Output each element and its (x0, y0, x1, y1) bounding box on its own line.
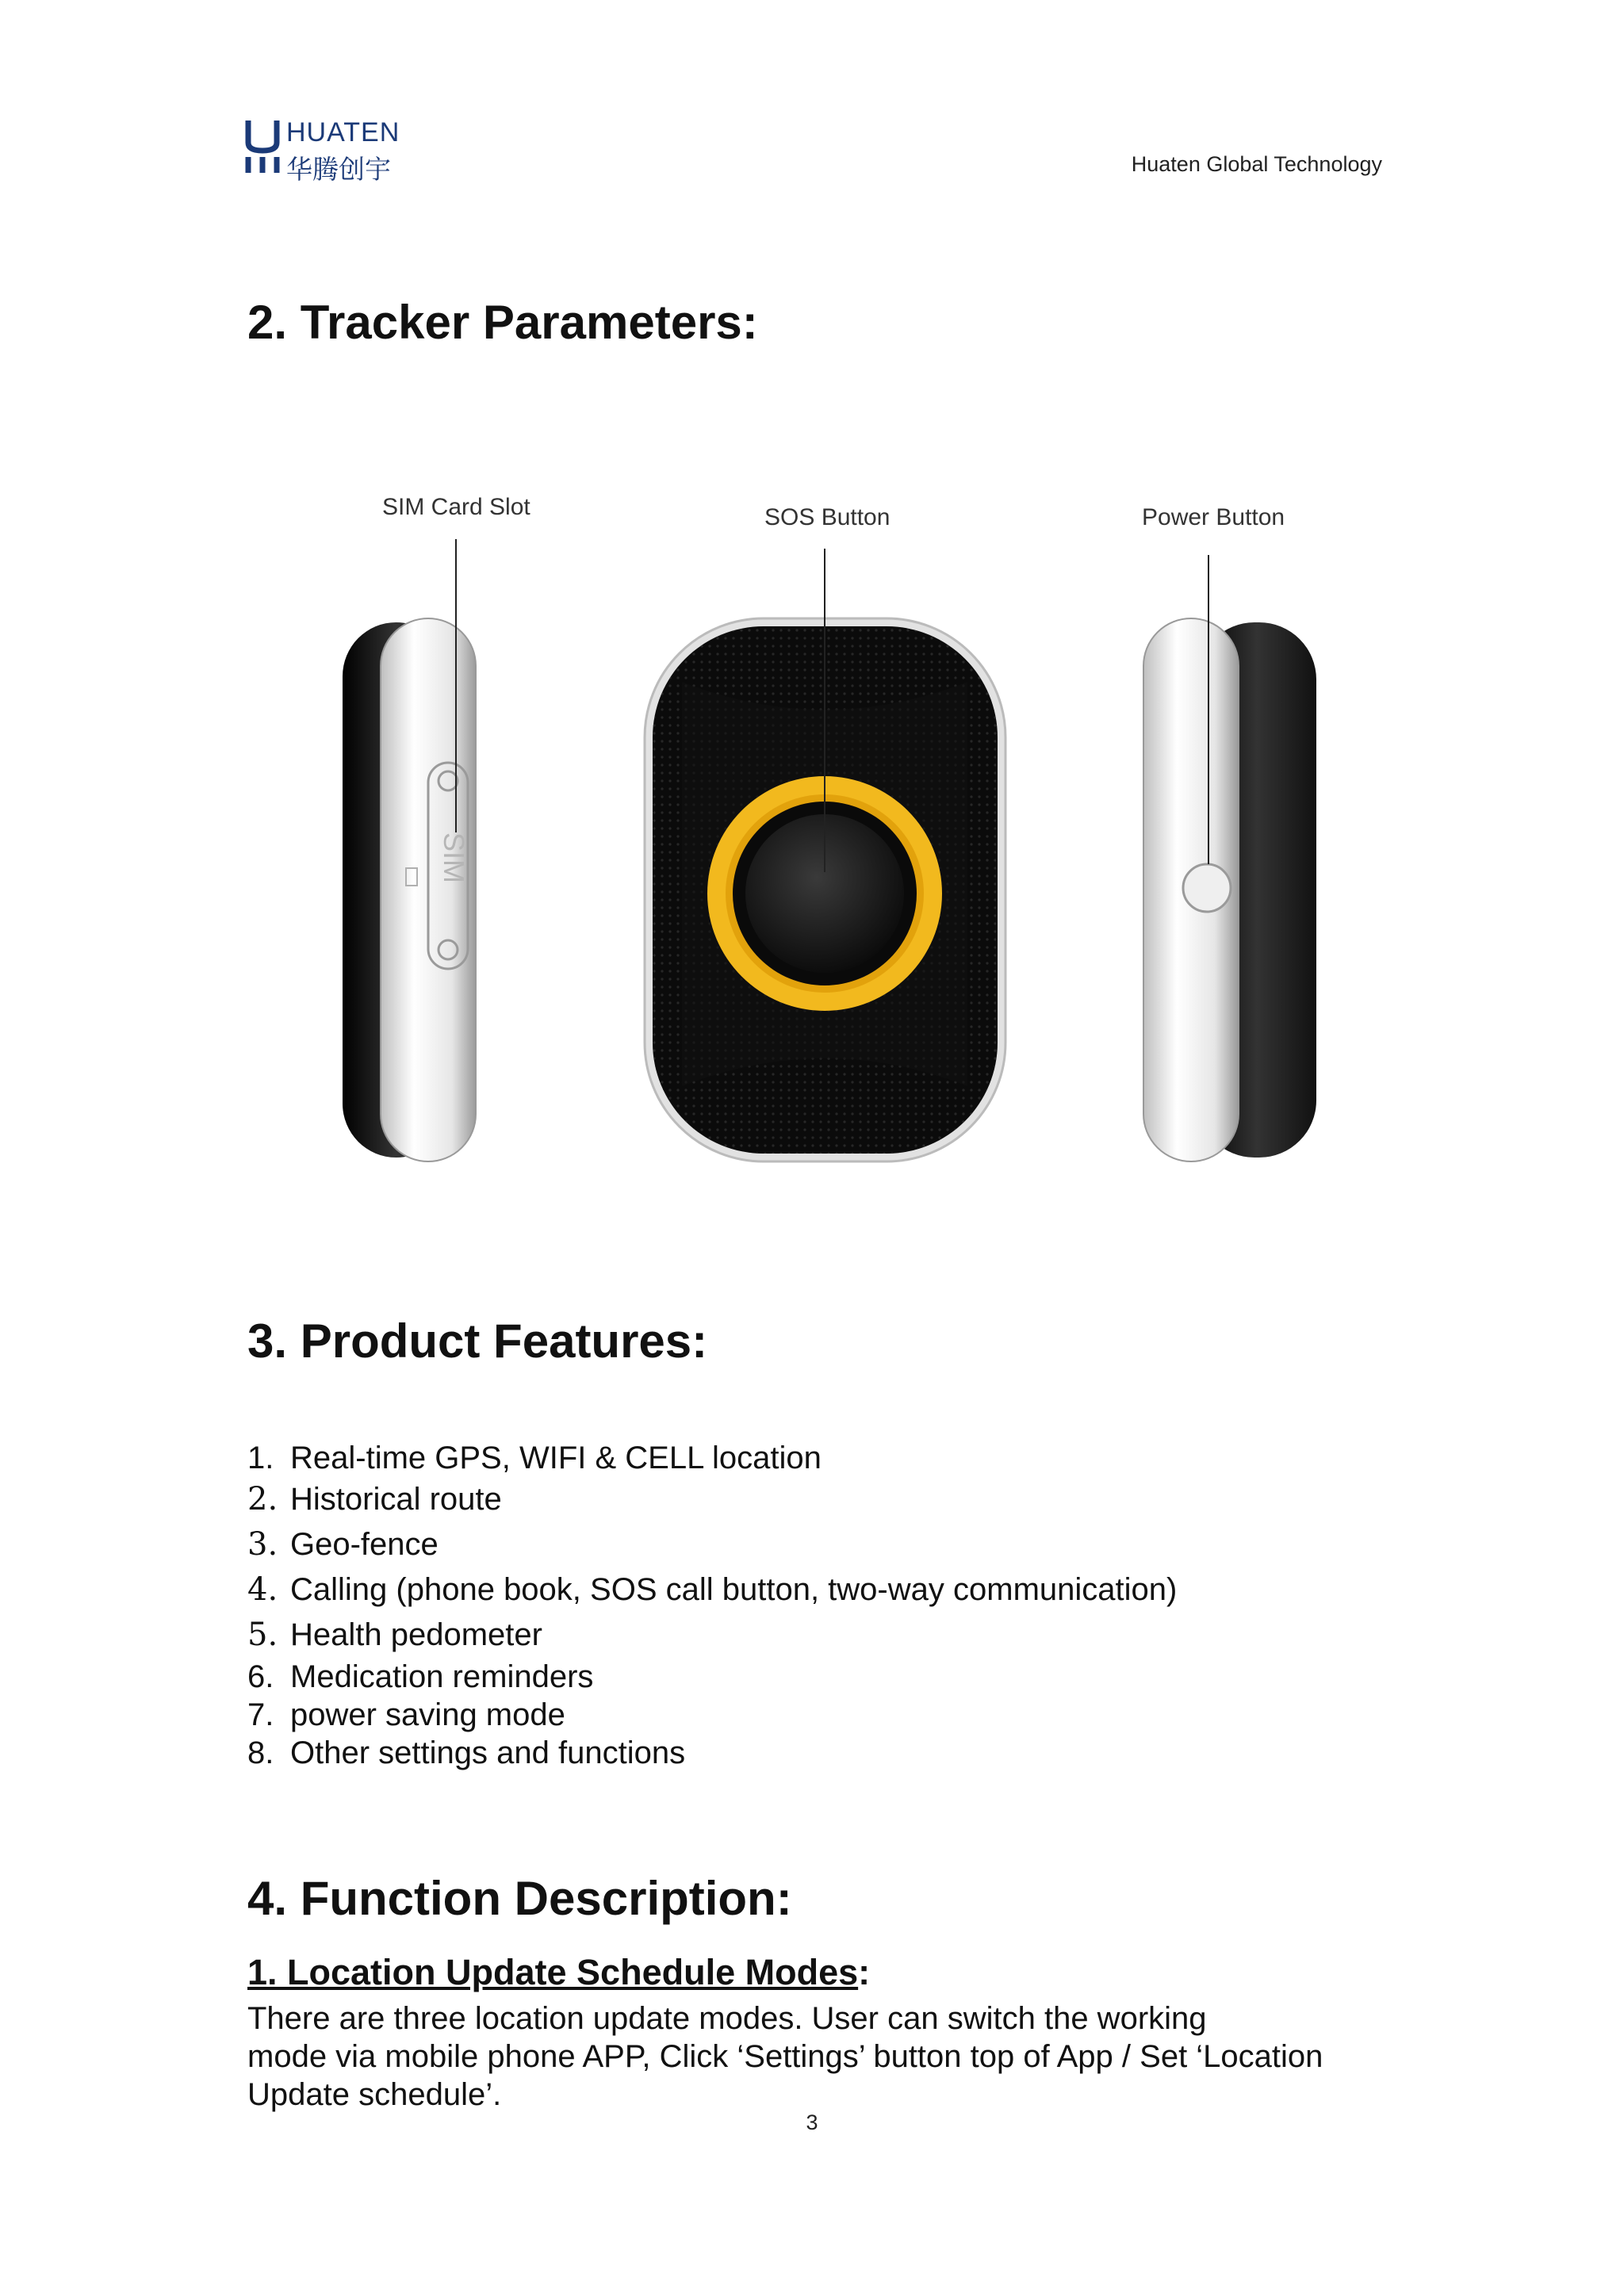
location-update-description (247, 1999, 1421, 2114)
company-logo (242, 117, 416, 185)
section-title-tracker-parameters: 2. Tracker Parameters: (247, 296, 758, 349)
page-number: 3 (806, 2110, 818, 2134)
list-item: 3. Geo-fence (247, 1526, 439, 1563)
sim-slot-label: SIM (438, 832, 470, 884)
list-item: 5. Health pedometer (247, 1617, 542, 1653)
paragraph-line: Update schedule’. (247, 2077, 502, 2112)
left-side-view (343, 539, 476, 1161)
paragraph-line: mode via mobile phone APP, Click ‘Settings’ button top of App / Set ‘Location (247, 2039, 1323, 2074)
company-name: Huaten Global Technology (1131, 152, 1382, 176)
list-item: 1. Real-time GPS, WIFI & CELL location (247, 1441, 822, 1475)
list-item: 4. Calling (phone book, SOS call button, two-way communication) (247, 1571, 1178, 1608)
callout-power-button: Power Button (1142, 504, 1285, 530)
tracker-device-figure (317, 476, 1348, 1189)
section-title-function-description: 4. Function Description: (247, 1872, 792, 1925)
front-view (645, 549, 1005, 1161)
list-item: 2. Historical route (247, 1481, 502, 1517)
logo-text-en: HUATEN (286, 117, 400, 147)
paragraph-line: There are three location update modes. User can switch the working (247, 2001, 1207, 2036)
subsection-title-location-update: 1. Location Update Schedule Modes: (247, 1952, 871, 1992)
list-item: 6. Medication reminders (247, 1659, 594, 1694)
callout-sos-button: SOS Button (764, 504, 891, 530)
right-side-view (1143, 555, 1316, 1161)
callout-sim-card-slot: SIM Card Slot (382, 494, 530, 520)
list-item: 7. power saving mode (247, 1697, 565, 1732)
power-button-icon (1183, 864, 1231, 912)
huaten-logo-icon (242, 119, 283, 174)
feature-list (247, 1439, 1177, 1772)
list-item: 8. Other settings and functions (247, 1735, 686, 1770)
device-illustration (317, 476, 1348, 1189)
logo-text-cn: 华腾创宇 (286, 154, 391, 185)
section-title-product-features: 3. Product Features: (247, 1314, 708, 1368)
